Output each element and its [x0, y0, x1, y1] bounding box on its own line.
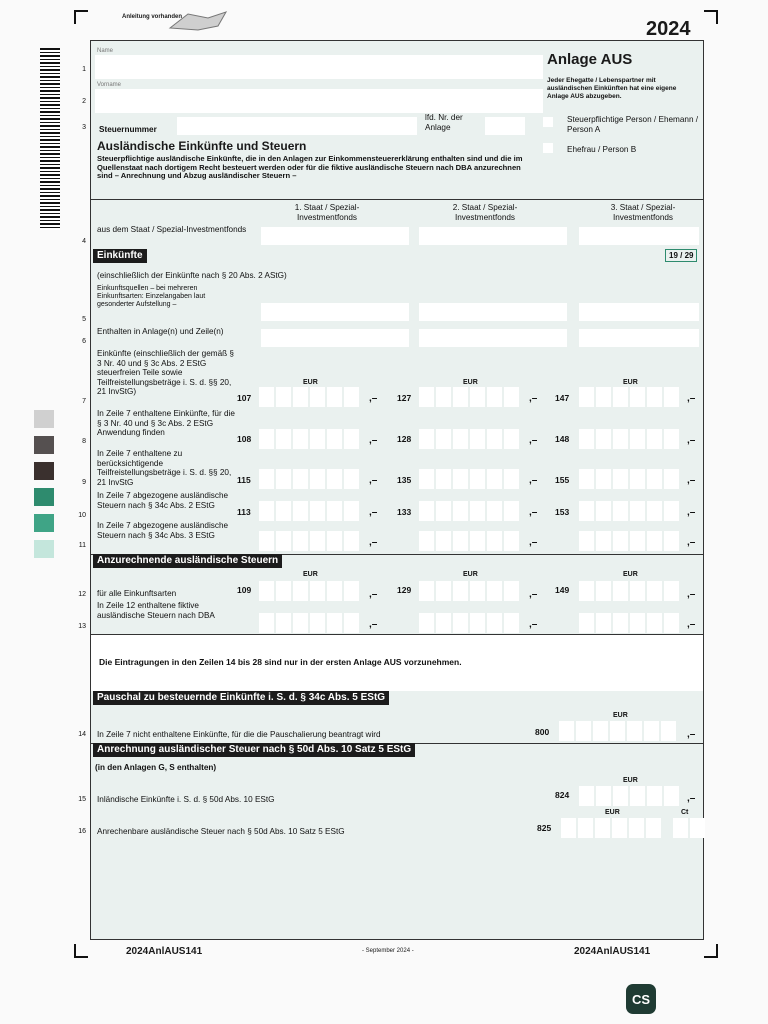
- dash: ,–: [369, 589, 378, 600]
- steuernummer-label: Steuernummer: [99, 125, 157, 134]
- barcode: [40, 48, 60, 230]
- section-anrechnung: Anrechnung ausländischer Steuer nach § 50d Abs. 10 Satz 5 EStG: [93, 743, 415, 757]
- r11-amount-2[interactable]: [419, 531, 519, 551]
- dash: ,–: [529, 619, 538, 630]
- eur-label: EUR: [623, 777, 638, 784]
- color-swatch: [34, 436, 54, 454]
- line-number: 16: [78, 828, 86, 835]
- dash: ,–: [529, 475, 538, 486]
- r13-amount-2[interactable]: [419, 613, 519, 633]
- corner-mark: [704, 10, 718, 24]
- dash: ,–: [687, 393, 696, 404]
- steuernummer-field[interactable]: [177, 117, 417, 135]
- line-number: 1: [82, 66, 86, 73]
- dash: ,–: [687, 619, 696, 630]
- vorname-label: Vorname: [97, 82, 122, 88]
- staat-1-field[interactable]: [261, 227, 409, 245]
- r6-field-1[interactable]: [261, 329, 409, 347]
- row-15-label: Inländische Einkünfte i. S. d. § 50d Abs. 10 EStG: [97, 795, 275, 804]
- row-10-label: In Zeile 7 abgezogene ausländische Steuern nach § 34c Abs. 2 EStG: [97, 491, 229, 510]
- eur-label: EUR: [303, 571, 318, 578]
- r12-amount-2[interactable]: [419, 581, 519, 601]
- section-pauschal: Pauschal zu besteuernde Einkünfte i. S. d. § 34c Abs. 5 EStG: [93, 691, 389, 705]
- line-number: 14: [78, 731, 86, 738]
- form-year: 2024: [646, 18, 691, 40]
- r9-amount-3[interactable]: [579, 469, 679, 489]
- einkuenfte-note: (einschließlich der Einkünfte nach § 20 Abs. 2 AStG): [97, 271, 287, 280]
- line-number: 3: [82, 124, 86, 131]
- code-108: 108: [237, 434, 252, 444]
- dash: ,–: [369, 475, 378, 486]
- code-115: 115: [237, 475, 251, 485]
- dash: ,–: [529, 507, 538, 518]
- row-14-label: In Zeile 7 nicht enthaltene Einkünfte, für die die Pauschalierung beantragt wird: [97, 730, 381, 739]
- line-number: 6: [82, 338, 86, 345]
- row-11-label: In Zeile 7 abgezogene ausländische Steuern nach § 34c Abs. 3 EStG: [97, 521, 229, 540]
- r5-field-3[interactable]: [579, 303, 699, 321]
- main-title: Ausländische Einkünfte und Steuern: [97, 139, 307, 153]
- r6-field-2[interactable]: [419, 329, 567, 347]
- r10-amount-1[interactable]: [259, 501, 359, 521]
- code-107: 107: [237, 393, 252, 403]
- guide-label: Anleitung vorhanden: [122, 14, 182, 20]
- row-13-label: In Zeile 12 enthaltene fiktive ausländische Steuern nach DBA: [97, 601, 215, 620]
- r12-amount-3[interactable]: [579, 581, 679, 601]
- person-a-checkbox[interactable]: [543, 117, 553, 127]
- line-number: 10: [78, 512, 86, 519]
- code-109: 109: [237, 585, 252, 595]
- line-number: 9: [82, 479, 86, 486]
- r7-amount-1[interactable]: [259, 387, 359, 407]
- dash: ,–: [687, 729, 696, 740]
- line-number: 13: [78, 623, 86, 630]
- line-number: 15: [78, 796, 86, 803]
- person-a-label: Steuerpflichtige Person / Ehemann / Person A: [567, 115, 699, 134]
- code-824: 824: [555, 790, 570, 800]
- line-number: 2: [82, 98, 86, 105]
- r7-amount-2[interactable]: [419, 387, 519, 407]
- lfd-nr-label: lfd. Nr. der Anlage: [425, 113, 463, 132]
- row-12-label: für alle Einkunftsarten: [97, 589, 177, 598]
- color-swatch: [34, 514, 54, 532]
- r8-amount-1[interactable]: [259, 429, 359, 449]
- code-129: 129: [397, 585, 412, 595]
- vorname-field[interactable]: [95, 89, 543, 113]
- dash: ,–: [687, 589, 696, 600]
- color-swatch: [34, 488, 54, 506]
- line-number: 8: [82, 438, 86, 445]
- code-800: 800: [535, 727, 550, 737]
- column-header-3: 3. Staat / Spezial-Investmentfonds: [610, 203, 676, 222]
- row-8-label: In Zeile 7 enthaltene Einkünfte, für die § 3 Nr. 40 und § 3c Abs. 2 EStG Anwendung finden: [97, 409, 235, 437]
- r7-amount-3[interactable]: [579, 387, 679, 407]
- code-133: 133: [397, 507, 412, 517]
- eur-label: EUR: [303, 379, 318, 386]
- color-swatch: [34, 410, 54, 428]
- name-field[interactable]: [95, 55, 543, 79]
- line-number: 12: [78, 591, 86, 598]
- row-7-label: Einkünfte (einschließlich der gemäß § 3 Nr. 40 und § 3c Abs. 2 EStG steuerfreien Teile sowie Teilfreistellungsbeträge i. S. d. §§ 20, 21 InvStG): [97, 349, 234, 396]
- row-5-label: Einkunftsquellen – bei mehreren Einkunftsarten: Einzelangaben laut gesonderter Aufstellung –: [97, 285, 206, 308]
- code-128: 128: [397, 434, 412, 444]
- dash: ,–: [687, 475, 696, 486]
- person-b-label: Ehefrau / Person B: [567, 145, 637, 154]
- r9-amount-2[interactable]: [419, 469, 519, 489]
- color-swatch: [34, 540, 54, 558]
- code-149: 149: [555, 585, 570, 595]
- eur-label: EUR: [613, 712, 628, 719]
- line-number: 11: [78, 542, 86, 549]
- dash: ,–: [529, 435, 538, 446]
- row-6-label: Enthalten in Anlage(n) und Zeile(n): [97, 327, 224, 336]
- eur-label: EUR: [623, 571, 638, 578]
- form-title: Anlage AUS: [547, 51, 633, 68]
- r9-amount-1[interactable]: [259, 469, 359, 489]
- code-148: 148: [555, 434, 570, 444]
- footer-date: - September 2024 -: [362, 948, 414, 954]
- notice-text: Die Eintragungen in den Zeilen 14 bis 28 sind nur in der ersten Anlage AUS vorzunehmen.: [99, 657, 462, 667]
- divider: [91, 199, 703, 200]
- dash: ,–: [369, 393, 378, 404]
- section-einkuenfte: Einkünfte: [93, 249, 147, 263]
- camscanner-badge-icon: CS: [626, 984, 656, 1014]
- main-description: Steuerpflichtige ausländische Einkünfte, die in den Anlagen zur Einkommensteuererklärung enthalten sind und die im Quellenstaat nach dortigem Recht besteuert werden oder für die fiktive ausländische Steuern nach DBA anzurechnen sind – Anrechnung und Abzug ausländischer Steuern –: [97, 154, 523, 180]
- r16-cents[interactable]: [673, 818, 705, 838]
- r13-amount-1[interactable]: [259, 613, 359, 633]
- r13-amount-3[interactable]: [579, 613, 679, 633]
- dash: ,–: [687, 793, 696, 804]
- dash: ,–: [687, 435, 696, 446]
- form-body: [90, 40, 704, 940]
- color-swatch: [34, 462, 54, 480]
- row-9-label: In Zeile 7 enthaltene zu berücksichtigende Teilfreistellungsbeträge i. S. d. §§ 20, 21 InvStG: [97, 449, 232, 487]
- footer-right-code: 2024AnlAUS141: [574, 946, 651, 957]
- dash: ,–: [529, 537, 538, 548]
- line-number: 5: [82, 316, 86, 323]
- r15-amount[interactable]: [579, 786, 679, 806]
- guide-logo-icon: [168, 10, 230, 32]
- code-153: 153: [555, 507, 570, 517]
- eur-label: EUR: [463, 571, 478, 578]
- eur-label: EUR: [605, 809, 620, 816]
- column-header-1: 1. Staat / Spezial-Investmentfonds: [294, 203, 360, 222]
- r14-amount[interactable]: [559, 721, 676, 741]
- code-113: 113: [237, 507, 251, 517]
- line-number: 4: [82, 238, 86, 245]
- r11-amount-1[interactable]: [259, 531, 359, 551]
- r8-amount-3[interactable]: [579, 429, 679, 449]
- staat-3-field[interactable]: [579, 227, 699, 245]
- page-badge: 19 / 29: [665, 249, 697, 262]
- dash: ,–: [369, 619, 378, 630]
- r5-field-1[interactable]: [261, 303, 409, 321]
- code-155: 155: [555, 475, 570, 485]
- code-127: 127: [397, 393, 412, 403]
- dash: ,–: [687, 537, 696, 548]
- dash: ,–: [529, 393, 538, 404]
- r11-amount-3[interactable]: [579, 531, 679, 551]
- ct-label: Ct: [681, 809, 689, 816]
- eur-label: EUR: [623, 379, 638, 386]
- code-825: 825: [537, 823, 552, 833]
- r5-field-2[interactable]: [419, 303, 567, 321]
- dash: ,–: [369, 507, 378, 518]
- form-subtitle: Jeder Ehegatte / Lebenspartner mit ausländischen Einkünften hat eine eigene Anlage AUS abzugeben.: [547, 77, 677, 100]
- column-header-2: 2. Staat / Spezial-Investmentfonds: [452, 203, 518, 222]
- dash: ,–: [369, 537, 378, 548]
- r6-field-3[interactable]: [579, 329, 699, 347]
- r16-amount[interactable]: [561, 818, 661, 838]
- anrechnung-note: (in den Anlagen G, S enthalten): [95, 763, 217, 772]
- footer-left-code: 2024AnlAUS141: [126, 946, 203, 957]
- eur-label: EUR: [463, 379, 478, 386]
- r8-amount-2[interactable]: [419, 429, 519, 449]
- corner-mark: [74, 944, 88, 958]
- r12-amount-1[interactable]: [259, 581, 359, 601]
- person-b-checkbox[interactable]: [543, 143, 553, 153]
- dash: ,–: [529, 589, 538, 600]
- r10-amount-3[interactable]: [579, 501, 679, 521]
- line-number: 7: [82, 398, 86, 405]
- name-label: Name: [97, 48, 114, 54]
- row-16-label: Anrechenbare ausländische Steuer nach § 50d Abs. 10 Satz 5 EStG: [97, 827, 345, 836]
- corner-mark: [704, 944, 718, 958]
- staat-2-field[interactable]: [419, 227, 567, 245]
- code-147: 147: [555, 393, 570, 403]
- r10-amount-2[interactable]: [419, 501, 519, 521]
- dash: ,–: [369, 435, 378, 446]
- code-135: 135: [397, 475, 412, 485]
- dash: ,–: [687, 507, 696, 518]
- row-4-label: aus dem Staat / Spezial-Investmentfonds: [97, 225, 247, 234]
- section-anzurechnende: Anzurechnende ausländische Steuern: [93, 554, 282, 568]
- lfd-nr-field[interactable]: [485, 117, 525, 135]
- corner-mark: [74, 10, 88, 24]
